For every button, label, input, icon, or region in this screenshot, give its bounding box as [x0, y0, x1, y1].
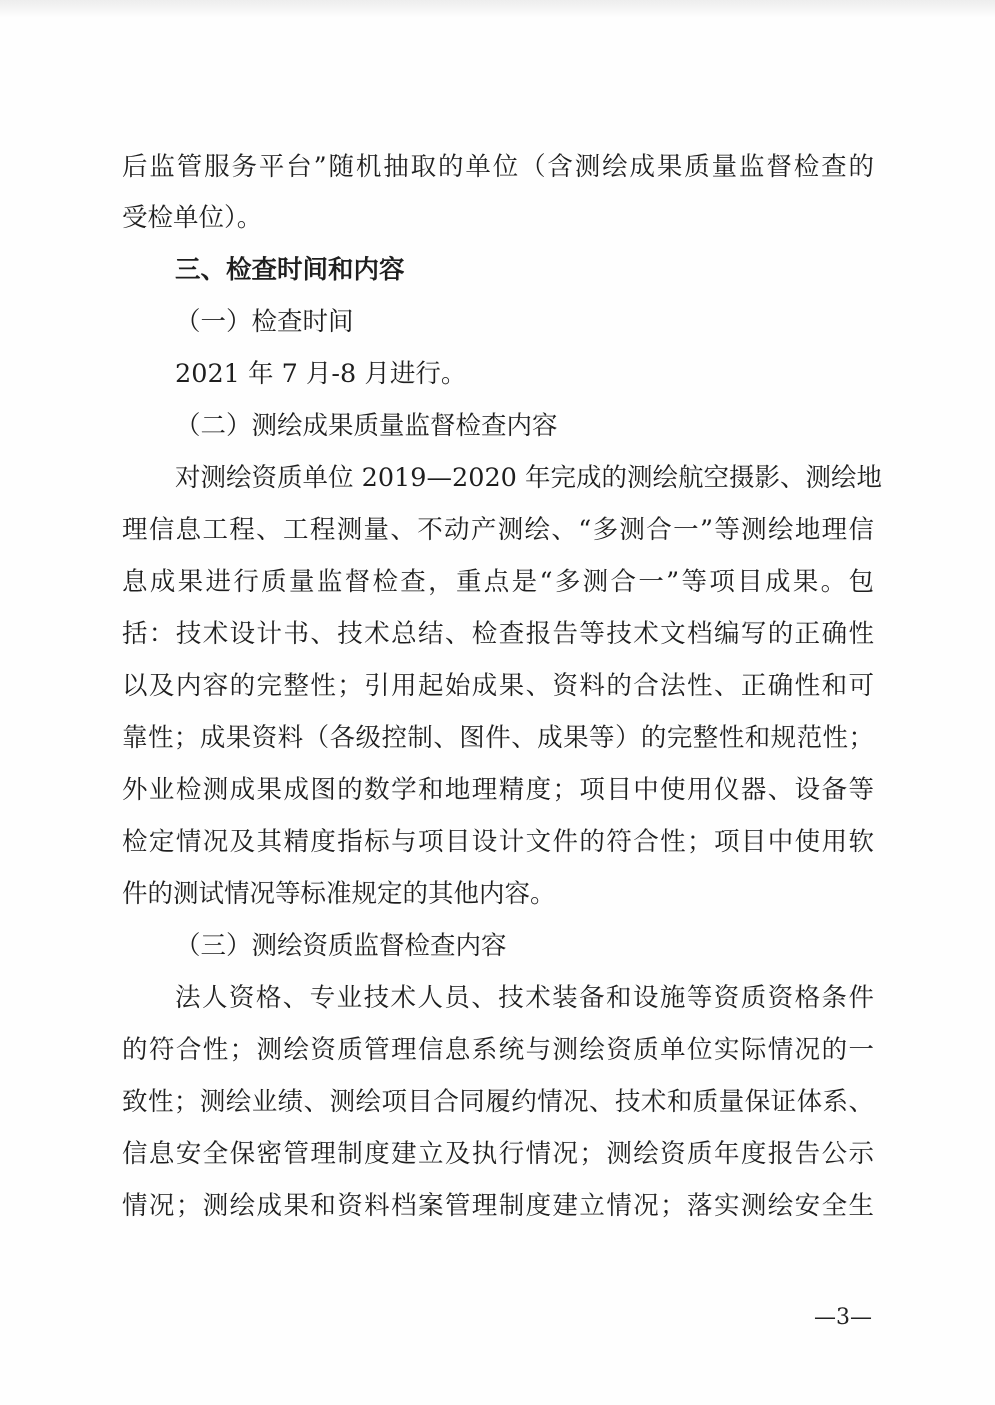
body-line-quality-6: 靠性；成果资料（各级控制、图件、成果等）的完整性和规范性；	[122, 723, 874, 753]
body-line-1: 后监管服务平台”随机抽取的单位（含测绘成果质量监督检查的	[122, 152, 874, 182]
body-line-2: 受检单位）。	[122, 203, 263, 233]
subheading-time: （一）检查时间	[175, 307, 354, 337]
body-line-quality-7: 外业检测成果成图的数学和地理精度；项目中使用仪器、设备等	[122, 775, 874, 805]
body-line-qualification-3: 致性；测绘业绩、测绘项目合同履约情况、技术和质量保证体系、	[122, 1087, 874, 1117]
body-line-qualification-1: 法人资格、专业技术人员、技术装备和设施等资质资格条件	[175, 983, 874, 1013]
page-number: —3—	[814, 1305, 872, 1330]
body-line-qualification-4: 信息安全保密管理制度建立及执行情况；测绘资质年度报告公示	[122, 1139, 874, 1169]
body-line-time: 2021 年 7 月-8 月进行。	[175, 359, 467, 389]
body-line-quality-4: 括：技术设计书、技术总结、检查报告等技术文档编写的正确性	[122, 619, 874, 649]
body-line-quality-1: 对测绘资质单位 2019—2020 年完成的测绘航空摄影、测绘地	[175, 463, 883, 493]
body-line-qualification-5: 情况；测绘成果和资料档案管理制度建立情况；落实测绘安全生	[122, 1191, 874, 1221]
section-heading-3: 三、检查时间和内容	[175, 255, 405, 285]
body-line-quality-8: 检定情况及其精度指标与项目设计文件的符合性；项目中使用软	[122, 827, 874, 857]
body-line-quality-5: 以及内容的完整性；引用起始成果、资料的合法性、正确性和可	[122, 671, 874, 701]
body-line-quality-9: 件的测试情况等标准规定的其他内容。	[122, 879, 556, 909]
body-line-qualification-2: 的符合性；测绘资质管理信息系统与测绘资质单位实际情况的一	[122, 1035, 874, 1065]
body-line-quality-3: 息成果进行质量监督检查，重点是“多测合一”等项目成果。包	[122, 567, 874, 597]
scan-edge-shadow	[0, 0, 995, 18]
subheading-qualification-content: （三）测绘资质监督检查内容	[175, 931, 507, 961]
body-line-quality-2: 理信息工程、工程测量、不动产测绘、“多测合一”等测绘地理信	[122, 515, 874, 545]
subheading-quality-content: （二）测绘成果质量监督检查内容	[175, 411, 558, 441]
